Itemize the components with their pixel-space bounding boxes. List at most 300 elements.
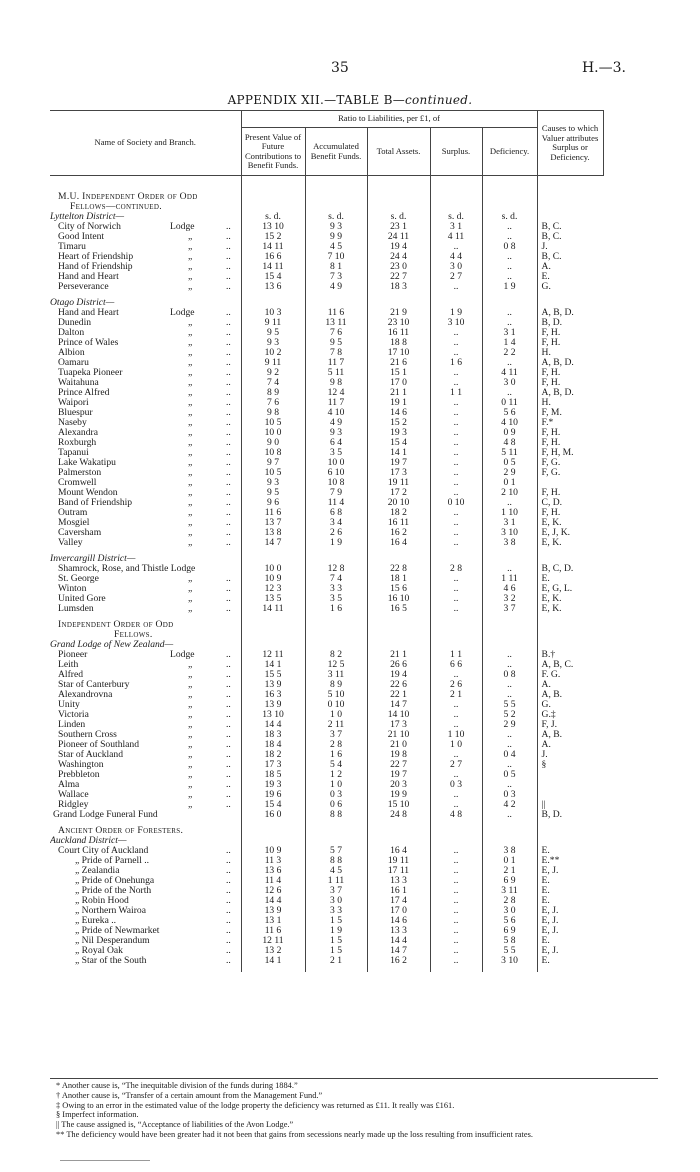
branch-type: Lodge bbox=[170, 650, 195, 660]
accumulated-funds-cell: 1 11 bbox=[305, 876, 367, 886]
accumulated-funds-cell: 9 5 bbox=[305, 338, 367, 348]
total-assets-cell: 16 11 bbox=[367, 518, 430, 528]
table-row bbox=[50, 408, 664, 418]
surplus-cell: .. bbox=[430, 378, 482, 388]
society-branch-name: Tapanui bbox=[58, 448, 89, 458]
society-branch-cell bbox=[50, 660, 241, 670]
present-value-cell: 13 8 bbox=[241, 528, 305, 538]
deficiency-cell: 5 5 bbox=[482, 700, 537, 710]
table-row bbox=[50, 308, 664, 318]
accumulated-funds-cell: 12 8 bbox=[305, 564, 367, 574]
present-value-cell: 15 4 bbox=[241, 272, 305, 282]
cause-cell: A, B, C. bbox=[537, 660, 603, 670]
leader-dots: .. bbox=[226, 222, 231, 232]
leader-dots: .. bbox=[226, 252, 231, 262]
leader-dots: .. bbox=[226, 730, 231, 740]
surplus-cell: .. bbox=[430, 282, 482, 292]
accumulated-funds-cell: 7 4 bbox=[305, 574, 367, 584]
society-branch-cell bbox=[50, 518, 241, 528]
society-branch-name: Mount Wendon bbox=[58, 488, 118, 498]
table-row bbox=[50, 222, 664, 232]
table-row bbox=[50, 338, 664, 348]
society-branch-name: Oamaru bbox=[58, 358, 89, 368]
deficiency-cell: 0 8 bbox=[482, 242, 537, 252]
cause-cell: J. bbox=[537, 750, 603, 760]
leader-dots: .. bbox=[226, 308, 231, 318]
present-value-cell: 13 6 bbox=[241, 866, 305, 876]
ditto-mark: „ bbox=[188, 468, 193, 478]
surplus-cell: 2 6 bbox=[430, 680, 482, 690]
total-assets-cell: 17 0 bbox=[367, 906, 430, 916]
surplus-cell: 2 1 bbox=[430, 690, 482, 700]
society-branch-cell bbox=[50, 176, 241, 203]
present-value-cell: 14 11 bbox=[241, 242, 305, 252]
footnote: § Imperfect information. bbox=[56, 1110, 139, 1120]
surplus-cell bbox=[430, 292, 482, 308]
page-header bbox=[0, 60, 700, 80]
table-body bbox=[50, 176, 664, 973]
table-row bbox=[50, 770, 664, 780]
table-row bbox=[50, 810, 664, 820]
deficiency-cell: .. bbox=[482, 740, 537, 750]
cause-cell: E, K. bbox=[537, 538, 603, 548]
table-row bbox=[50, 242, 664, 252]
table-row bbox=[50, 690, 664, 700]
present-value-cell: 10 5 bbox=[241, 418, 305, 428]
accumulated-funds-cell: 9 3 bbox=[305, 222, 367, 232]
footnote: || The cause assigned is, “Acceptance of liabilities of the Avon Lodge.” bbox=[56, 1120, 294, 1130]
deficiency-cell: s. d. bbox=[482, 212, 537, 222]
present-value-cell bbox=[241, 820, 305, 836]
table-row bbox=[50, 358, 664, 368]
accumulated-funds-cell: 3 5 bbox=[305, 594, 367, 604]
leader-dots: .. bbox=[226, 604, 231, 614]
society-branch-cell bbox=[50, 760, 241, 770]
society-branch-cell bbox=[50, 368, 241, 378]
society-branch-cell bbox=[50, 252, 241, 262]
society-branch-name: „ Eureka .. bbox=[75, 916, 117, 926]
ditto-mark: „ bbox=[188, 528, 193, 538]
society-branch-name: Lumsden bbox=[58, 604, 94, 614]
surplus-cell: .. bbox=[430, 956, 482, 966]
society-branch-name: Wallace bbox=[58, 790, 89, 800]
total-assets-cell: 16 11 bbox=[367, 328, 430, 338]
society-branch-name: Perseverance bbox=[58, 282, 109, 292]
ditto-mark: „ bbox=[188, 750, 193, 760]
table-row bbox=[50, 528, 664, 538]
branch-type: Lodge bbox=[170, 222, 195, 232]
deficiency-cell: 3 8 bbox=[482, 538, 537, 548]
leader-dots: .. bbox=[226, 866, 231, 876]
accumulated-funds-cell: 0 3 bbox=[305, 790, 367, 800]
society-branch-name: Invercargill District— bbox=[50, 553, 136, 564]
cause-cell: E. bbox=[537, 936, 603, 946]
accumulated-funds-cell: 3 0 bbox=[305, 896, 367, 906]
society-branch-cell bbox=[50, 574, 241, 584]
deficiency-cell: 1 10 bbox=[482, 508, 537, 518]
cause-cell: F, G. bbox=[537, 468, 603, 478]
society-branch-name: Grand Lodge Funeral Fund bbox=[53, 810, 158, 820]
accumulated-funds-cell: 1 0 bbox=[305, 780, 367, 790]
surplus-cell: 1 6 bbox=[430, 358, 482, 368]
society-branch-name: Hand and Heart bbox=[58, 272, 119, 282]
table-row bbox=[50, 946, 664, 956]
leader-dots: .. bbox=[226, 956, 231, 966]
present-value-cell: s. d. bbox=[241, 212, 305, 222]
surplus-cell: .. bbox=[430, 936, 482, 946]
accumulated-funds-cell: 2 6 bbox=[305, 528, 367, 538]
total-assets-cell: 21 0 bbox=[367, 740, 430, 750]
accumulated-funds-cell: 5 4 bbox=[305, 760, 367, 770]
deficiency-cell: .. bbox=[482, 272, 537, 282]
leader-dots: .. bbox=[226, 856, 231, 866]
spacer-cell bbox=[482, 966, 537, 972]
society-branch-name: Waipori bbox=[58, 398, 89, 408]
surplus-cell bbox=[430, 820, 482, 836]
surplus-cell: .. bbox=[430, 438, 482, 448]
present-value-cell: 10 3 bbox=[241, 308, 305, 318]
total-assets-cell: 19 11 bbox=[367, 478, 430, 488]
present-value-cell: 13 2 bbox=[241, 946, 305, 956]
surplus-cell: .. bbox=[430, 528, 482, 538]
ditto-mark: „ bbox=[188, 574, 193, 584]
deficiency-cell: 4 6 bbox=[482, 584, 537, 594]
present-value-cell: 13 6 bbox=[241, 282, 305, 292]
total-assets-cell: 16 4 bbox=[367, 538, 430, 548]
table-row bbox=[50, 564, 664, 574]
leader-dots: .. bbox=[226, 458, 231, 468]
total-assets-cell: 21 1 bbox=[367, 388, 430, 398]
society-branch-name: „ Zealandia bbox=[75, 866, 120, 876]
present-value-cell: 13 10 bbox=[241, 710, 305, 720]
present-value-cell: 18 3 bbox=[241, 730, 305, 740]
present-value-cell: 13 9 bbox=[241, 906, 305, 916]
cause-cell bbox=[537, 292, 603, 308]
table-row bbox=[50, 956, 664, 966]
table-row bbox=[50, 368, 664, 378]
present-value-cell bbox=[241, 176, 305, 203]
accumulated-funds-cell: 11 6 bbox=[305, 308, 367, 318]
table-row bbox=[50, 292, 664, 308]
cause-cell: E, J. bbox=[537, 926, 603, 936]
surplus-cell: .. bbox=[430, 700, 482, 710]
society-branch-cell bbox=[50, 820, 241, 836]
present-value-cell: 12 6 bbox=[241, 886, 305, 896]
ditto-mark: „ bbox=[188, 690, 193, 700]
total-assets-cell: 19 3 bbox=[367, 428, 430, 438]
surplus-cell: .. bbox=[430, 368, 482, 378]
spacer-cell bbox=[537, 966, 603, 972]
society-branch-cell bbox=[50, 548, 241, 564]
leader-dots: .. bbox=[226, 584, 231, 594]
society-branch-cell bbox=[50, 318, 241, 328]
accumulated-funds-cell: 3 5 bbox=[305, 448, 367, 458]
accumulated-funds-cell: 11 7 bbox=[305, 398, 367, 408]
spacer-cell bbox=[50, 966, 241, 972]
accumulated-funds-cell: 12 4 bbox=[305, 388, 367, 398]
deficiency-cell: 2 9 bbox=[482, 468, 537, 478]
present-value-cell: 11 6 bbox=[241, 926, 305, 936]
surplus-cell: .. bbox=[430, 720, 482, 730]
society-branch-cell bbox=[50, 846, 241, 856]
cause-cell: B, D. bbox=[537, 318, 603, 328]
table-row bbox=[50, 710, 664, 720]
deficiency-cell: 3 0 bbox=[482, 378, 537, 388]
surplus-cell: .. bbox=[430, 242, 482, 252]
society-branch-name: Cromwell bbox=[58, 478, 97, 488]
column-header-name: Name of Society and Branch. bbox=[50, 111, 241, 176]
society-branch-name: „ Pride of Onehunga bbox=[75, 876, 155, 886]
ditto-mark: „ bbox=[188, 680, 193, 690]
deficiency-cell bbox=[482, 176, 537, 203]
cause-cell: F. G. bbox=[537, 670, 603, 680]
surplus-cell: 3 0 bbox=[430, 262, 482, 272]
society-branch-name: Victoria bbox=[58, 710, 89, 720]
present-value-cell: 9 8 bbox=[241, 408, 305, 418]
present-value-cell: 10 9 bbox=[241, 574, 305, 584]
series-reference: H.—3. bbox=[581, 60, 626, 76]
deficiency-cell: 2 10 bbox=[482, 488, 537, 498]
column-header-surplus: Surplus. bbox=[430, 128, 482, 176]
surplus-cell: 1 1 bbox=[430, 388, 482, 398]
total-assets-cell bbox=[367, 548, 430, 564]
spacer-cell bbox=[430, 966, 482, 972]
leader-dots: .. bbox=[226, 906, 231, 916]
total-assets-cell: 14 10 bbox=[367, 710, 430, 720]
deficiency-cell: .. bbox=[482, 780, 537, 790]
leader-dots: .. bbox=[226, 770, 231, 780]
accumulated-funds-cell: 5 11 bbox=[305, 368, 367, 378]
surplus-cell: .. bbox=[430, 398, 482, 408]
society-branch-cell bbox=[50, 800, 241, 810]
society-branch-name: Valley bbox=[58, 538, 83, 548]
ditto-mark: „ bbox=[188, 358, 193, 368]
cause-cell: F, H. bbox=[537, 428, 603, 438]
accumulated-funds-cell: 8 8 bbox=[305, 810, 367, 820]
cause-cell: A. bbox=[537, 740, 603, 750]
accumulated-funds-cell: 6 10 bbox=[305, 468, 367, 478]
table-row bbox=[50, 780, 664, 790]
society-branch-name: Court City of Auckland bbox=[58, 846, 149, 856]
society-branch-cell bbox=[50, 866, 241, 876]
surplus-cell: .. bbox=[430, 896, 482, 906]
accumulated-funds-cell: 0 10 bbox=[305, 700, 367, 710]
present-value-cell: 14 7 bbox=[241, 538, 305, 548]
deficiency-cell: 3 8 bbox=[482, 846, 537, 856]
society-branch-name: Caversham bbox=[58, 528, 102, 538]
surplus-cell: .. bbox=[430, 846, 482, 856]
total-assets-cell: 16 2 bbox=[367, 956, 430, 966]
table-row bbox=[50, 548, 664, 564]
table-title bbox=[0, 93, 700, 107]
ditto-mark: „ bbox=[188, 518, 193, 528]
deficiency-cell: .. bbox=[482, 222, 537, 232]
deficiency-cell: 3 0 bbox=[482, 906, 537, 916]
deficiency-cell: 3 2 bbox=[482, 594, 537, 604]
cause-cell: F.* bbox=[537, 418, 603, 428]
society-branch-cell bbox=[50, 810, 241, 820]
total-assets-cell: 14 7 bbox=[367, 700, 430, 710]
society-branch-name: „ Northern Wairoa bbox=[75, 906, 146, 916]
leader-dots: .. bbox=[226, 338, 231, 348]
present-value-cell: 15 4 bbox=[241, 800, 305, 810]
table-row bbox=[50, 660, 664, 670]
total-assets-cell bbox=[367, 292, 430, 308]
total-assets-cell: 19 4 bbox=[367, 670, 430, 680]
society-branch-cell bbox=[50, 292, 241, 308]
total-assets-cell: 16 1 bbox=[367, 886, 430, 896]
total-assets-cell: 15 2 bbox=[367, 418, 430, 428]
accumulated-funds-cell: 11 7 bbox=[305, 358, 367, 368]
cause-cell bbox=[537, 790, 603, 800]
cause-cell: E, J. bbox=[537, 866, 603, 876]
society-branch-name: Washington bbox=[58, 760, 104, 770]
present-value-cell: 12 11 bbox=[241, 936, 305, 946]
total-assets-cell: 23 1 bbox=[367, 222, 430, 232]
leader-dots: .. bbox=[226, 388, 231, 398]
leader-dots: .. bbox=[226, 408, 231, 418]
deficiency-cell: .. bbox=[482, 564, 537, 574]
ditto-mark: „ bbox=[188, 368, 193, 378]
table-row bbox=[50, 856, 664, 866]
surplus-cell: 0 3 bbox=[430, 780, 482, 790]
surplus-cell: .. bbox=[430, 710, 482, 720]
leader-dots: .. bbox=[226, 650, 231, 660]
accumulated-funds-cell: 6 8 bbox=[305, 508, 367, 518]
ditto-mark: „ bbox=[188, 594, 193, 604]
present-value-cell: 18 5 bbox=[241, 770, 305, 780]
society-branch-cell bbox=[50, 956, 241, 966]
leader-dots: .. bbox=[226, 262, 231, 272]
cause-cell bbox=[537, 780, 603, 790]
accumulated-funds-cell: 7 3 bbox=[305, 272, 367, 282]
leader-dots: .. bbox=[226, 790, 231, 800]
deficiency-cell: 3 1 bbox=[482, 328, 537, 338]
table-row bbox=[50, 594, 664, 604]
society-branch-cell bbox=[50, 584, 241, 594]
present-value-cell: 15 5 bbox=[241, 670, 305, 680]
society-branch-cell bbox=[50, 740, 241, 750]
society-branch-name: Alexandra bbox=[58, 428, 98, 438]
society-branch-cell bbox=[50, 478, 241, 488]
surplus-cell: 1 10 bbox=[430, 730, 482, 740]
society-branch-cell bbox=[50, 916, 241, 926]
ditto-mark: „ bbox=[188, 770, 193, 780]
society-branch-name: United Gore bbox=[58, 594, 106, 604]
table-title-continued: continued. bbox=[405, 93, 473, 107]
leader-dots: .. bbox=[226, 378, 231, 388]
table-row bbox=[50, 846, 664, 856]
leader-dots: .. bbox=[226, 876, 231, 886]
ditto-mark: „ bbox=[188, 498, 193, 508]
present-value-cell: 15 2 bbox=[241, 232, 305, 242]
deficiency-cell: .. bbox=[482, 308, 537, 318]
table-row bbox=[50, 876, 664, 886]
table-row bbox=[50, 212, 664, 222]
society-branch-name: Fellows—continued. bbox=[70, 202, 162, 212]
accumulated-funds-cell: 4 5 bbox=[305, 242, 367, 252]
column-header-present-value: Present Value of Future Contributions to Benefit Funds. bbox=[241, 128, 305, 176]
total-assets-cell: 13 3 bbox=[367, 876, 430, 886]
accumulated-funds-cell: 10 0 bbox=[305, 458, 367, 468]
surplus-cell: .. bbox=[430, 594, 482, 604]
leader-dots: .. bbox=[226, 368, 231, 378]
deficiency-cell: 0 8 bbox=[482, 670, 537, 680]
surplus-cell: .. bbox=[430, 906, 482, 916]
leader-dots: .. bbox=[226, 740, 231, 750]
present-value-cell: 9 11 bbox=[241, 318, 305, 328]
surplus-cell: .. bbox=[430, 574, 482, 584]
cause-cell: A, B, D. bbox=[537, 358, 603, 368]
present-value-cell bbox=[241, 614, 305, 630]
society-branch-name: St. George bbox=[58, 574, 99, 584]
ditto-mark: „ bbox=[188, 262, 193, 272]
society-branch-name: Good Intent bbox=[58, 232, 105, 242]
cause-cell: E, K. bbox=[537, 518, 603, 528]
total-assets-cell: 18 3 bbox=[367, 282, 430, 292]
ditto-mark: „ bbox=[188, 418, 193, 428]
accumulated-funds-cell bbox=[305, 292, 367, 308]
leader-dots: .. bbox=[226, 574, 231, 584]
cause-cell: F, J. bbox=[537, 720, 603, 730]
cause-cell: § bbox=[537, 760, 603, 770]
society-branch-name: Fellows. bbox=[114, 630, 153, 640]
society-branch-name: Band of Friendship bbox=[58, 498, 133, 508]
surplus-cell: 4 11 bbox=[430, 232, 482, 242]
society-branch-cell bbox=[50, 202, 241, 212]
column-group-ratio: Ratio to Liabilities, per £1, of bbox=[241, 111, 537, 128]
surplus-cell: 1 1 bbox=[430, 650, 482, 660]
deficiency-cell bbox=[482, 292, 537, 308]
cause-cell: A, B. bbox=[537, 690, 603, 700]
ditto-mark: „ bbox=[188, 604, 193, 614]
leader-dots: .. bbox=[226, 498, 231, 508]
ditto-mark: „ bbox=[188, 584, 193, 594]
present-value-cell: 14 11 bbox=[241, 604, 305, 614]
accumulated-funds-cell: 1 6 bbox=[305, 750, 367, 760]
ditto-mark: „ bbox=[188, 710, 193, 720]
cause-cell bbox=[537, 614, 603, 630]
cause-cell: E, J. bbox=[537, 916, 603, 926]
surplus-cell: .. bbox=[430, 478, 482, 488]
surplus-cell: .. bbox=[430, 926, 482, 936]
ditto-mark: „ bbox=[188, 760, 193, 770]
leader-dots: .. bbox=[226, 478, 231, 488]
cause-cell: E. bbox=[537, 896, 603, 906]
footnote-divider bbox=[50, 1078, 658, 1079]
surplus-cell: .. bbox=[430, 458, 482, 468]
accumulated-funds-cell bbox=[305, 820, 367, 836]
surplus-cell: .. bbox=[430, 408, 482, 418]
table-row bbox=[50, 916, 664, 926]
surplus-cell: .. bbox=[430, 876, 482, 886]
leader-dots: .. bbox=[226, 328, 231, 338]
leader-dots: .. bbox=[226, 242, 231, 252]
accumulated-funds-cell: 5 10 bbox=[305, 690, 367, 700]
branch-type: Lodge bbox=[170, 308, 195, 318]
surplus-cell: 4 8 bbox=[430, 810, 482, 820]
surplus-cell: .. bbox=[430, 916, 482, 926]
page-bottom-rule bbox=[60, 1160, 150, 1161]
surplus-cell: .. bbox=[430, 338, 482, 348]
total-assets-cell bbox=[367, 614, 430, 630]
table-row bbox=[50, 730, 664, 740]
present-value-cell: 13 10 bbox=[241, 222, 305, 232]
total-assets-cell: 26 6 bbox=[367, 660, 430, 670]
society-branch-name: Waitahuna bbox=[58, 378, 99, 388]
deficiency-cell: 4 11 bbox=[482, 368, 537, 378]
ditto-mark: „ bbox=[188, 448, 193, 458]
